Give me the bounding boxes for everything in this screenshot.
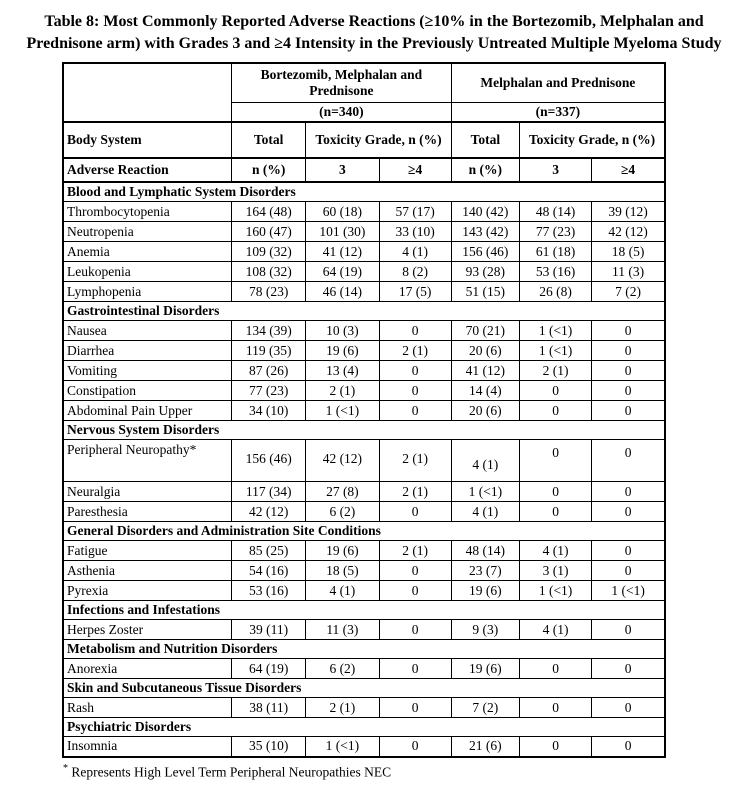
table-row: [63, 698, 665, 718]
value-cell: 70 (21): [451, 321, 519, 341]
adverse-reactions-table: [62, 62, 666, 758]
value-cell: 0: [592, 341, 665, 361]
group-n-mp: (n=337): [451, 102, 665, 122]
adverse-reaction-label-cell: Abdominal Pain Upper: [63, 401, 232, 421]
value-cell: 0: [379, 321, 451, 341]
value-cell: 3 (1): [519, 561, 591, 581]
table-row: [63, 482, 665, 502]
value-cell: 48 (14): [519, 202, 591, 222]
value-cell: 0: [519, 482, 591, 502]
value-cell: 2 (1): [379, 440, 451, 482]
table-row: [63, 561, 665, 581]
value-cell: 2 (1): [379, 482, 451, 502]
section-header-label: Nervous System Disorders: [63, 421, 665, 440]
value-cell: 2 (1): [379, 341, 451, 361]
adverse-reaction-label-cell: Peripheral Neuropathy*: [63, 440, 232, 482]
subheader-row: [63, 122, 665, 158]
value-cell: 19 (6): [306, 541, 379, 561]
value-cell: 0: [592, 541, 665, 561]
value-cell: 42 (12): [306, 440, 379, 482]
adverse-reaction-label-cell: Anorexia: [63, 659, 232, 679]
value-cell: 77 (23): [519, 222, 591, 242]
adverse-reaction-label-cell: Rash: [63, 698, 232, 718]
value-cell: 64 (19): [306, 262, 379, 282]
table-row: [63, 620, 665, 640]
value-cell: 11 (3): [306, 620, 379, 640]
toxicity-grade-header-bmp: Toxicity Grade, n (%): [306, 122, 451, 158]
adverse-reaction-header: Adverse Reaction: [63, 158, 232, 182]
value-cell: 0: [519, 502, 591, 522]
table-row: [63, 401, 665, 421]
value-cell: 60 (18): [306, 202, 379, 222]
table-row: [63, 581, 665, 601]
value-cell: 53 (16): [232, 581, 306, 601]
value-cell: 4 (1): [379, 242, 451, 262]
value-cell: 51 (15): [451, 282, 519, 302]
table-row: [63, 262, 665, 282]
table-row: [63, 242, 665, 262]
section-header-label: Metabolism and Nutrition Disorders: [63, 640, 665, 659]
table-row: [63, 737, 665, 757]
table-row: [63, 659, 665, 679]
value-cell: 87 (26): [232, 361, 306, 381]
value-cell: 108 (32): [232, 262, 306, 282]
adverse-reaction-label-cell: Lymphopenia: [63, 282, 232, 302]
value-cell: 14 (4): [451, 381, 519, 401]
table-row: [63, 282, 665, 302]
adverse-reaction-label-cell: Constipation: [63, 381, 232, 401]
value-cell: 18 (5): [592, 242, 665, 262]
value-cell: 54 (16): [232, 561, 306, 581]
table-row: [63, 361, 665, 381]
value-cell: 119 (35): [232, 341, 306, 361]
value-cell: 0: [379, 698, 451, 718]
value-cell: 1 (<1): [451, 482, 519, 502]
value-cell: 0: [592, 321, 665, 341]
adverse-reaction-label-cell: Nausea: [63, 321, 232, 341]
group-n-bmp: (n=340): [232, 102, 452, 122]
section-header-row: [63, 679, 665, 698]
value-cell: 156 (46): [232, 440, 306, 482]
table-row: [63, 321, 665, 341]
value-cell: 0: [519, 659, 591, 679]
section-header-row: [63, 421, 665, 440]
value-cell: 42 (12): [232, 502, 306, 522]
table-row: [63, 222, 665, 242]
value-cell: 0: [592, 620, 665, 640]
section-header-row: [63, 718, 665, 737]
value-cell: 4 (1): [451, 440, 519, 482]
value-cell: 2 (1): [306, 698, 379, 718]
adverse-reaction-label-cell: Pyrexia: [63, 581, 232, 601]
value-cell: 0: [592, 381, 665, 401]
body-system-header: Body System: [63, 122, 232, 158]
n-pct-header-mp: n (%): [451, 158, 519, 182]
group-header-mp: Melphalan and Prednisone: [451, 63, 665, 102]
value-cell: 0: [519, 737, 591, 757]
value-cell: 7 (2): [451, 698, 519, 718]
grade-ge4-header-mp: ≥4: [592, 158, 665, 182]
value-cell: 48 (14): [451, 541, 519, 561]
value-cell: 0: [379, 659, 451, 679]
value-cell: 134 (39): [232, 321, 306, 341]
value-cell: 93 (28): [451, 262, 519, 282]
value-cell: 11 (3): [592, 262, 665, 282]
value-cell: 53 (16): [519, 262, 591, 282]
value-cell: 1 (<1): [519, 341, 591, 361]
value-cell: 41 (12): [451, 361, 519, 381]
value-cell: 41 (12): [306, 242, 379, 262]
value-cell: 4 (1): [451, 502, 519, 522]
value-cell: 39 (11): [232, 620, 306, 640]
value-cell: 0: [379, 401, 451, 421]
value-cell: 8 (2): [379, 262, 451, 282]
value-cell: 1 (<1): [519, 581, 591, 601]
value-cell: 42 (12): [592, 222, 665, 242]
adverse-reaction-label-cell: Anemia: [63, 242, 232, 262]
adverse-reaction-label-cell: Leukopenia: [63, 262, 232, 282]
section-header-row: [63, 640, 665, 659]
section-header-label: Infections and Infestations: [63, 601, 665, 620]
table-row: [63, 440, 665, 482]
section-header-row: [63, 522, 665, 541]
value-cell: 21 (6): [451, 737, 519, 757]
value-cell: 0: [592, 482, 665, 502]
footnote-text: Represents High Level Term Peripheral Neuropathies NEC: [71, 764, 392, 779]
value-cell: 117 (34): [232, 482, 306, 502]
grade-ge4-header-bmp: ≥4: [379, 158, 451, 182]
corner-cell: [63, 63, 232, 122]
n-pct-header-bmp: n (%): [232, 158, 306, 182]
total-header-bmp: Total: [232, 122, 306, 158]
value-cell: 27 (8): [306, 482, 379, 502]
value-cell: 6 (2): [306, 659, 379, 679]
value-cell: 18 (5): [306, 561, 379, 581]
value-cell: 0: [592, 659, 665, 679]
group-header-bmp: Bortezomib, Melphalan and Prednisone: [232, 63, 452, 102]
value-cell: 17 (5): [379, 282, 451, 302]
column-header-row: [63, 158, 665, 182]
adverse-reaction-label-cell: Diarrhea: [63, 341, 232, 361]
adverse-reaction-label-cell: Fatigue: [63, 541, 232, 561]
value-cell: 4 (1): [519, 620, 591, 640]
value-cell: 10 (3): [306, 321, 379, 341]
value-cell: 0: [379, 581, 451, 601]
footnote: [63, 763, 748, 781]
value-cell: 1 (<1): [592, 581, 665, 601]
value-cell: 6 (2): [306, 502, 379, 522]
table-row: [63, 541, 665, 561]
value-cell: 0: [379, 620, 451, 640]
value-cell: 0: [592, 698, 665, 718]
value-cell: 26 (8): [519, 282, 591, 302]
value-cell: 64 (19): [232, 659, 306, 679]
value-cell: 0: [592, 561, 665, 581]
table-row: [63, 502, 665, 522]
value-cell: 0: [379, 381, 451, 401]
adverse-reaction-label-cell: Vomiting: [63, 361, 232, 381]
value-cell: 140 (42): [451, 202, 519, 222]
value-cell: 0: [592, 502, 665, 522]
value-cell: 20 (6): [451, 341, 519, 361]
value-cell: 109 (32): [232, 242, 306, 262]
value-cell: 156 (46): [451, 242, 519, 262]
section-header-label: Skin and Subcutaneous Tissue Disorders: [63, 679, 665, 698]
value-cell: 0: [592, 361, 665, 381]
value-cell: 33 (10): [379, 222, 451, 242]
value-cell: 160 (47): [232, 222, 306, 242]
adverse-reaction-label-cell: Insomnia: [63, 737, 232, 757]
value-cell: 4 (1): [306, 581, 379, 601]
value-cell: 61 (18): [519, 242, 591, 262]
adverse-reaction-label-cell: Neuralgia: [63, 482, 232, 502]
value-cell: 2 (1): [519, 361, 591, 381]
page-title: Table 8: Most Commonly Reported Adverse Reactions (≥10% in the Bortezomib, Melphalan and Prednisone arm) with Grades 3 and ≥4 Intensity in the Previously Untreated Multiple Myeloma Study: [26, 13, 722, 52]
total-header-mp: Total: [451, 122, 519, 158]
value-cell: 101 (30): [306, 222, 379, 242]
value-cell: 0: [519, 401, 591, 421]
footnote-marker: *: [63, 762, 68, 774]
value-cell: 0: [379, 502, 451, 522]
value-cell: 2 (1): [379, 541, 451, 561]
value-cell: 46 (14): [306, 282, 379, 302]
table-body: [63, 182, 665, 757]
value-cell: 23 (7): [451, 561, 519, 581]
grade3-header-mp: 3: [519, 158, 591, 182]
value-cell: 7 (2): [592, 282, 665, 302]
value-cell: 85 (25): [232, 541, 306, 561]
value-cell: 35 (10): [232, 737, 306, 757]
value-cell: 0: [379, 561, 451, 581]
value-cell: 0: [519, 381, 591, 401]
value-cell: 0: [592, 737, 665, 757]
value-cell: 78 (23): [232, 282, 306, 302]
value-cell: 143 (42): [451, 222, 519, 242]
value-cell: 77 (23): [232, 381, 306, 401]
adverse-reaction-label-cell: Herpes Zoster: [63, 620, 232, 640]
value-cell: 0: [519, 698, 591, 718]
section-header-label: Psychiatric Disorders: [63, 718, 665, 737]
section-header-row: [63, 302, 665, 321]
value-cell: 0: [592, 401, 665, 421]
adverse-reaction-label-cell: Thrombocytopenia: [63, 202, 232, 222]
adverse-reaction-label-cell: Neutropenia: [63, 222, 232, 242]
value-cell: 34 (10): [232, 401, 306, 421]
value-cell: 39 (12): [592, 202, 665, 222]
value-cell: 164 (48): [232, 202, 306, 222]
adverse-reaction-label-cell: Asthenia: [63, 561, 232, 581]
section-header-label: Blood and Lymphatic System Disorders: [63, 182, 665, 202]
value-cell: 4 (1): [519, 541, 591, 561]
table-row: [63, 341, 665, 361]
value-cell: 57 (17): [379, 202, 451, 222]
value-cell: 1 (<1): [306, 737, 379, 757]
section-header-row: [63, 601, 665, 620]
grade3-header-bmp: 3: [306, 158, 379, 182]
value-cell: 0: [592, 440, 665, 482]
toxicity-grade-header-mp: Toxicity Grade, n (%): [519, 122, 665, 158]
value-cell: 19 (6): [451, 581, 519, 601]
section-header-row: [63, 182, 665, 202]
value-cell: 1 (<1): [306, 401, 379, 421]
value-cell: 1 (<1): [519, 321, 591, 341]
value-cell: 19 (6): [306, 341, 379, 361]
table-row: [63, 381, 665, 401]
table-header: [63, 63, 665, 182]
value-cell: 20 (6): [451, 401, 519, 421]
value-cell: 13 (4): [306, 361, 379, 381]
value-cell: 2 (1): [306, 381, 379, 401]
value-cell: 0: [519, 440, 591, 482]
value-cell: 0: [379, 361, 451, 381]
value-cell: 9 (3): [451, 620, 519, 640]
adverse-reaction-label-cell: Paresthesia: [63, 502, 232, 522]
value-cell: 19 (6): [451, 659, 519, 679]
value-cell: 38 (11): [232, 698, 306, 718]
value-cell: 0: [379, 737, 451, 757]
group-header-row: [63, 63, 665, 102]
table-row: [63, 202, 665, 222]
section-header-label: Gastrointestinal Disorders: [63, 302, 665, 321]
section-header-label: General Disorders and Administration Site Conditions: [63, 522, 665, 541]
